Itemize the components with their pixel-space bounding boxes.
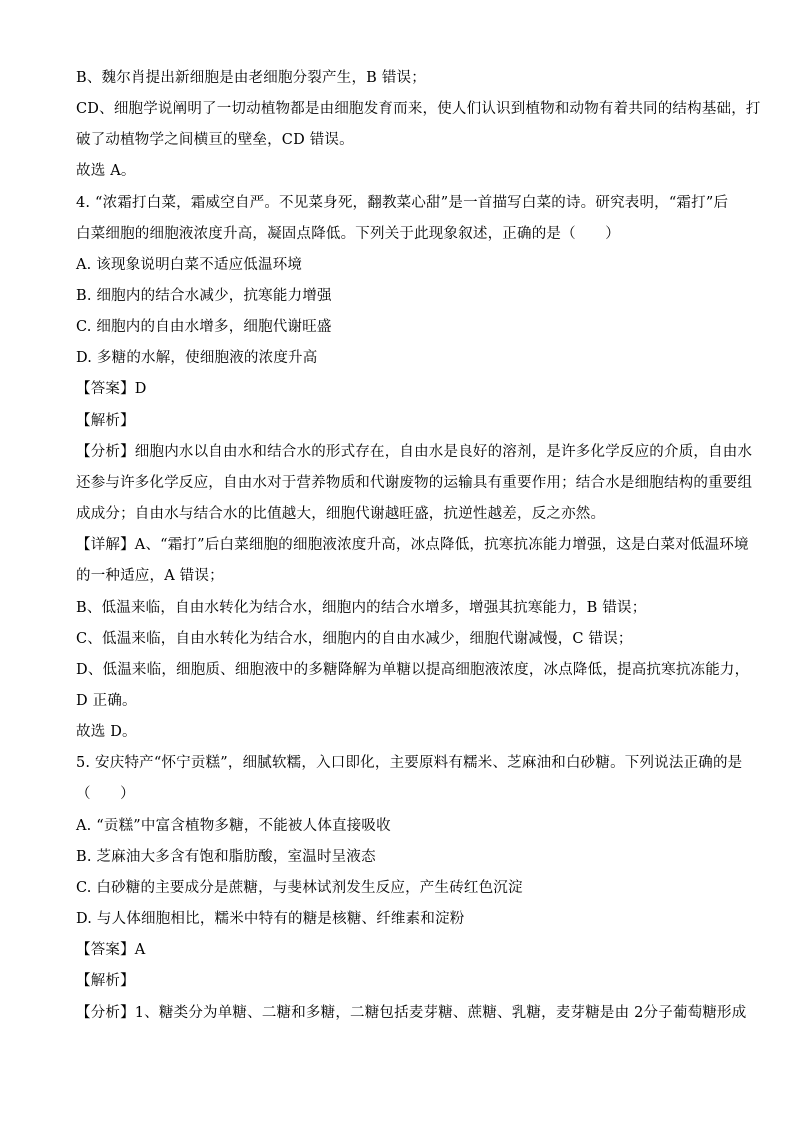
question-5-stem: 5. 安庆特产“怀宁贡糕”，细腻软糯，入口即化，主要原料有糯米、芝麻油和白砂糖。下列说法正确的是 <box>76 755 743 771</box>
question-4-option-c: C. 细胞内的自由水增多，细胞代谢旺盛 <box>76 319 332 335</box>
text-line-2: CD、细胞学说阐明了一切动植物都是由细胞发育而来，使人们认识到植物和动物有着共同的结构基础，打 <box>76 101 761 117</box>
question-5-answer: 【答案】A <box>76 942 146 958</box>
question-5-option-b: B. 芝麻油大多含有饱和脂肪酸，室温时呈液态 <box>76 849 376 865</box>
text-line-1: B、魏尔肖提出新细胞是由老细胞分裂产生，B 错误； <box>76 70 426 86</box>
question-4-detail-5: D、低温来临，细胞质、细胞液中的多糖降解为单糖以提高细胞液浓度，冰点降低，提高抗寒抗冻能力， <box>76 662 750 678</box>
question-4-option-d: D. 多糖的水解，使细胞液的浓度升高 <box>76 350 318 366</box>
question-4-analysis-heading: 【解析】 <box>76 413 135 429</box>
question-4-detail-2: 的一种适应，A 错误； <box>76 568 224 584</box>
question-4-detail-6: D 正确。 <box>76 693 137 709</box>
text-line-4: 故选 A。 <box>76 163 136 179</box>
question-4-analysis-2: 还参与许多化学反应，自由水对于营养物质和代谢废物的运输具有重要作用；结合水是细胞结构的重要组 <box>76 475 753 491</box>
text-line-3: 破了动植物学之间横亘的壁垒，CD 错误。 <box>76 132 354 148</box>
question-5-option-a: A. “贡糕”中富含植物多糖，不能被人体直接吸收 <box>76 818 391 834</box>
question-4-option-a: A. 该现象说明白菜不适应低温环境 <box>76 257 303 273</box>
question-5-stem-cont: （ ） <box>76 786 135 802</box>
question-5-analysis-heading: 【解析】 <box>76 973 135 989</box>
question-4-detail-1: 【详解】A、“霜打”后白菜细胞的细胞液浓度升高，冰点降低，抗寒抗冻能力增强，这是白菜对低温环境 <box>76 537 749 553</box>
question-4-detail-4: C、低温来临，自由水转化为结合水，细胞内的自由水减少，细胞代谢减慢，C 错误； <box>76 631 633 647</box>
question-4-analysis-3: 成成分；自由水与结合水的比值越大，细胞代谢越旺盛，抗逆性越差，反之亦然。 <box>76 506 606 522</box>
question-4-option-b: B. 细胞内的结合水减少，抗寒能力增强 <box>76 288 332 304</box>
question-5-option-c: C. 白砂糖的主要成分是蔗糖，与斐林试剂发生反应，产生砖红色沉淀 <box>76 880 523 896</box>
question-5-analysis-1: 【分析】1、糖类分为单糖、二糖和多糖，二糖包括麦芽糖、蔗糖、乳糖，麦芽糖是由 2分子葡萄糖形成 <box>76 1005 747 1021</box>
question-4-analysis-1: 【分析】细胞内水以自由水和结合水的形式存在，自由水是良好的溶剂，是许多化学反应的介质，自由水 <box>76 444 753 460</box>
question-5-option-d: D. 与人体细胞相比，糯米中特有的糖是核糖、纤维素和淀粉 <box>76 911 465 927</box>
question-4-choose: 故选 D。 <box>76 724 137 740</box>
question-4-detail-3: B、低温来临，自由水转化为结合水，细胞内的结合水增多，增强其抗寒能力，B 错误； <box>76 600 647 616</box>
question-4-stem: 4. “浓霜打白菜，霜威空自严。不见菜身死，翻教菜心甜”是一首描写白菜的诗。研究表明，“霜打”后 <box>76 195 729 211</box>
question-4-stem-cont: 白菜细胞的细胞液浓度升高，凝固点降低。下列关于此现象叙述，正确的是（ ） <box>76 226 620 242</box>
question-4-answer: 【答案】D <box>76 381 147 397</box>
